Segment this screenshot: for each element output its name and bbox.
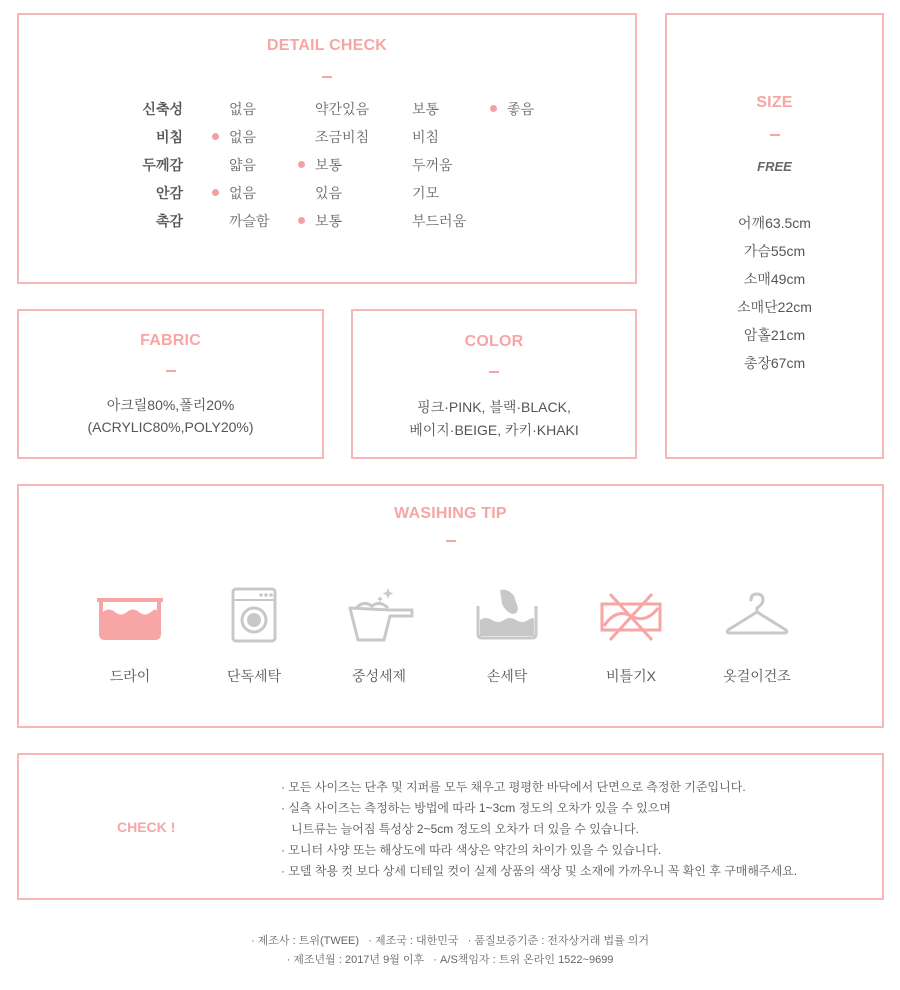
footer-line1: · 제조사 : 트위(TWEE) · 제조국 : 대한민국 · 품질보증기준 : 전자상거래 법률 의거	[250, 935, 650, 947]
size-list	[667, 209, 882, 377]
detail-option: 까슬함	[229, 213, 270, 229]
no-wring-icon	[596, 586, 666, 646]
washing-tip-box	[17, 484, 884, 728]
title-divider	[166, 370, 176, 372]
dry-clean-icon	[95, 586, 165, 646]
detail-row-label: 촉감	[155, 213, 183, 229]
detail-row	[19, 183, 619, 203]
detail-option: 없음	[229, 185, 257, 201]
wash-label: 단독세탁	[226, 668, 282, 684]
check-notes	[281, 777, 797, 882]
check-note: 니트류는 늘어짐 특성상 2~5cm 정도의 오차가 더 있을 수 있습니다.	[281, 822, 639, 836]
wash-item-separate	[194, 586, 314, 686]
check-note: · 모든 사이즈는 단추 및 지퍼를 모두 채우고 평평한 바닥에서 단면으로 측정한 기준입니다.	[281, 780, 746, 794]
title-divider	[446, 540, 456, 542]
wash-label: 손세탁	[486, 668, 528, 684]
detail-option: 비침	[412, 129, 440, 145]
wash-item-detergent	[319, 586, 439, 686]
wash-label: 중성세제	[351, 668, 407, 684]
color-line1: 핑크·PINK, 블랙·BLACK,	[417, 399, 571, 415]
detail-option: 보통	[315, 213, 343, 229]
fabric-line2: (ACRYLIC80%,POLY20%)	[87, 419, 254, 435]
size-item: 총장67cm	[743, 355, 806, 371]
detail-row-label: 신축성	[142, 101, 183, 117]
check-note: · 모델 착용 컷 보다 상세 디테일 컷이 실제 상품의 색상 및 소재에 가까우니 꼭 확인 후 구매해주세요.	[281, 864, 798, 878]
size-item: 암홀21cm	[743, 327, 806, 343]
wash-item-hanger	[697, 586, 817, 686]
size-subtitle: FREE	[757, 159, 792, 174]
title-divider	[770, 134, 780, 136]
wash-label: 옷걸이건조	[723, 668, 791, 684]
fabric-title: FABRIC	[140, 332, 201, 349]
detail-check-title: DETAIL CHECK	[266, 37, 388, 54]
check-box	[17, 753, 884, 900]
wash-item-no-wring	[571, 586, 691, 686]
title-divider	[322, 76, 332, 78]
detail-option: 약간있음	[315, 101, 370, 117]
detail-option: 보통	[315, 157, 343, 173]
check-note: · 실측 사이즈는 측정하는 방법에 따라 1~3cm 정도의 오차가 있을 수 있으며	[281, 801, 672, 815]
size-item: 소매49cm	[743, 271, 806, 287]
wash-item-handwash	[447, 586, 567, 686]
check-note: · 모니터 사양 또는 해상도에 따라 색상은 약간의 차이가 있을 수 있습니다.	[281, 843, 662, 857]
color-box	[351, 309, 637, 459]
detail-option: 보통	[412, 101, 440, 117]
detail-option: 없음	[229, 129, 257, 145]
size-box	[665, 13, 884, 459]
selected-dot-icon	[298, 217, 305, 224]
detail-row-label: 비침	[155, 129, 183, 145]
detail-option: 부드러움	[412, 213, 467, 229]
detail-row	[19, 155, 619, 175]
washing-tip-title: WASIHING TIP	[394, 505, 507, 522]
detail-row-label: 안감	[155, 185, 183, 201]
detail-option: 조금비침	[315, 129, 370, 145]
title-divider	[489, 371, 499, 373]
neutral-detergent-icon	[344, 586, 414, 646]
detail-option: 있음	[315, 185, 343, 201]
detail-option: 없음	[229, 101, 257, 117]
hanger-icon	[722, 586, 792, 646]
footer-line2: · 제조년월 : 2017년 9월 이후 · A/S책임자 : 트위 온라인 1522~9699	[286, 954, 614, 966]
detail-row	[19, 127, 619, 147]
selected-dot-icon	[298, 161, 305, 168]
wash-label: 비틀기X	[606, 668, 656, 684]
selected-dot-icon	[490, 105, 497, 112]
color-title: COLOR	[464, 333, 524, 350]
detail-row	[19, 99, 619, 119]
size-item: 어깨63.5cm	[738, 215, 811, 231]
color-line2: 베이지·BEIGE, 카키·KHAKI	[409, 422, 579, 438]
detail-row	[19, 211, 619, 231]
detail-option: 얇음	[229, 157, 257, 173]
detail-option: 기모	[412, 185, 440, 201]
selected-dot-icon	[212, 189, 219, 196]
detail-option: 두꺼움	[412, 157, 453, 173]
hand-wash-icon	[472, 586, 542, 646]
washing-machine-icon	[219, 586, 289, 646]
detail-check-box	[17, 13, 637, 284]
size-title: SIZE	[756, 94, 793, 111]
fabric-box	[17, 309, 324, 459]
check-title: CHECK !	[117, 819, 176, 835]
size-item: 소매단22cm	[737, 299, 812, 315]
detail-row-label: 두께감	[142, 157, 183, 173]
detail-option: 좋음	[507, 101, 535, 117]
wash-item-dry	[70, 586, 190, 686]
size-item: 가슴55cm	[743, 243, 806, 259]
fabric-line1: 아크릴80%,폴리20%	[106, 397, 235, 413]
selected-dot-icon	[212, 133, 219, 140]
wash-label: 드라이	[109, 668, 151, 684]
